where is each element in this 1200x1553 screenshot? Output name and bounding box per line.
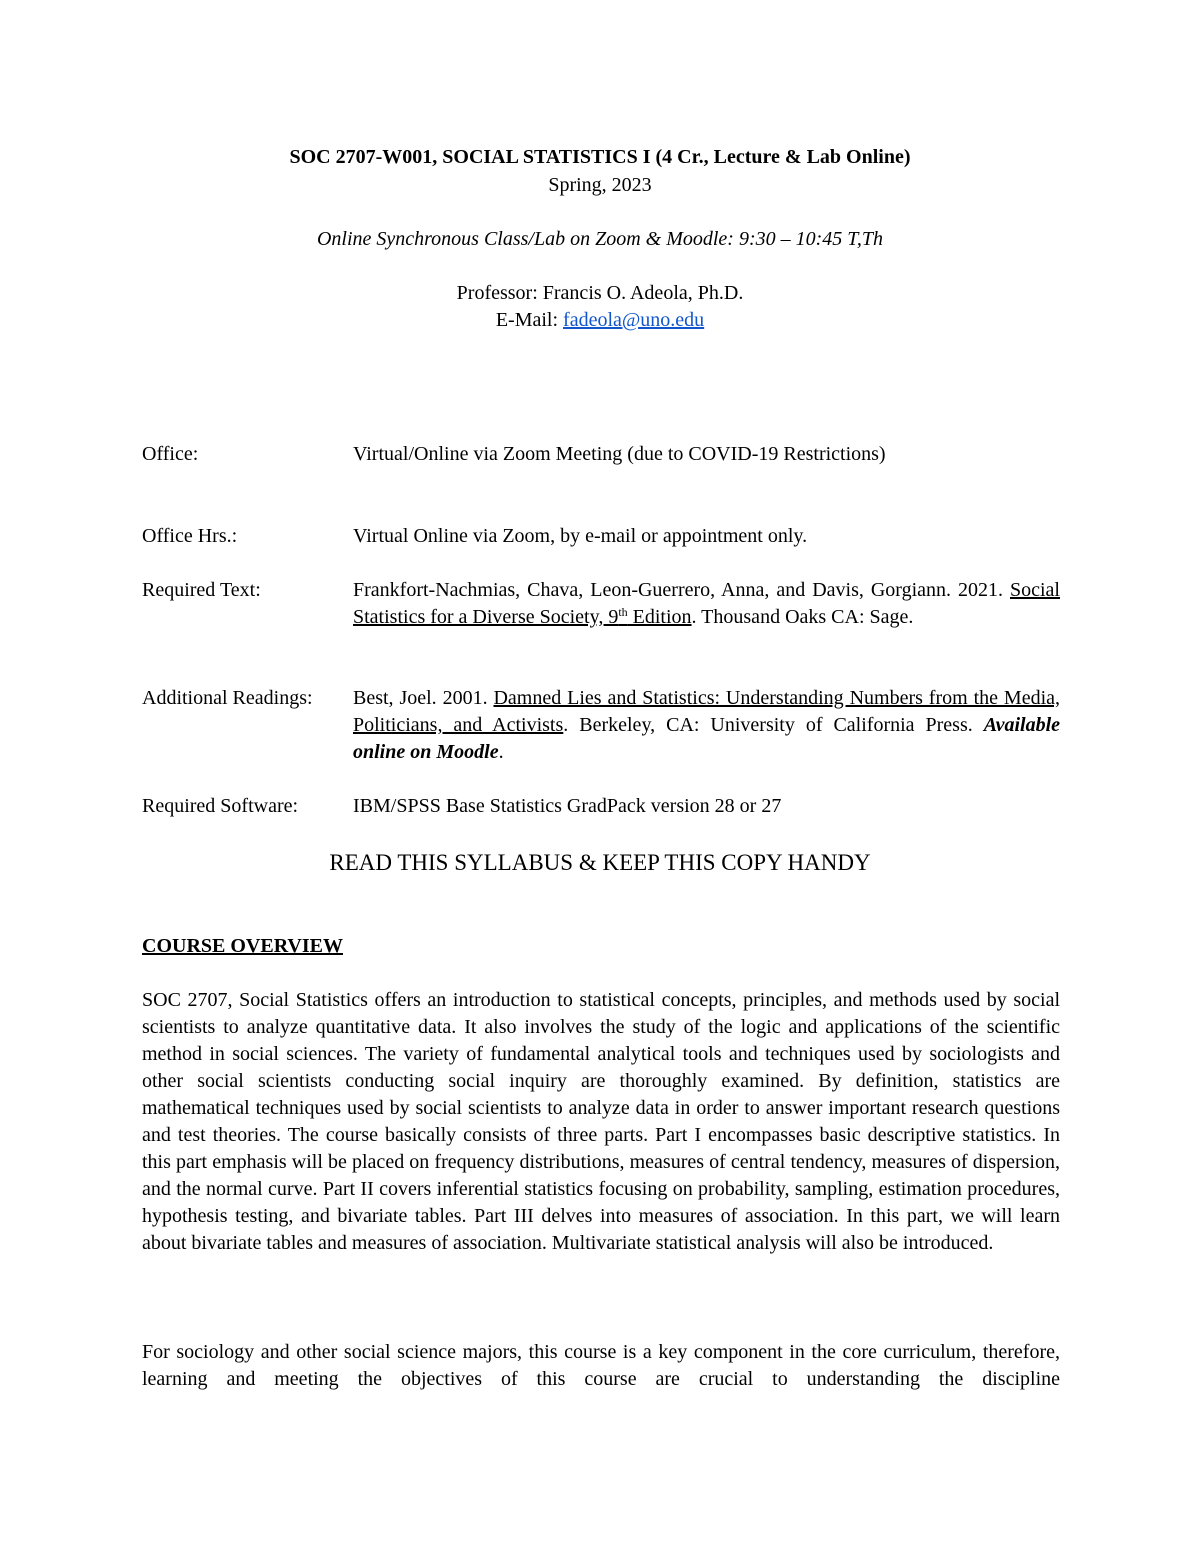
course-overview-heading: COURSE OVERVIEW — [142, 935, 343, 957]
class-schedule: Online Synchronous Class/Lab on Zoom & Moodle: 9:30 – 10:45 T,Th — [316, 228, 884, 250]
email-line — [0, 307, 1200, 334]
edition-superscript: th — [618, 605, 628, 619]
term: Spring, 2023 — [548, 174, 652, 196]
professor-name: Professor: Francis O. Adeola, Ph.D. — [456, 282, 744, 304]
additional-readings-authors: Best, Joel. 2001. — [353, 687, 494, 709]
read-syllabus-notice: READ THIS SYLLABUS & KEEP THIS COPY HANDY — [329, 850, 871, 875]
additional-readings-end: . — [498, 741, 504, 763]
email-link[interactable]: fadeola@uno.edu — [563, 309, 705, 331]
course-overview-paragraph-2: For sociology and other social science majors, this course is a key component in the core curriculum, therefore, learning and meeting the objectives of this course are crucial to understanding the discipline — [142, 1341, 1060, 1390]
additional-readings-book-title: Damned Lies and Statistics: Understanding Numbers from the Media, Politicians, and Activists — [353, 687, 1061, 736]
required-text-label: Required Text: — [142, 579, 261, 601]
required-text-publisher: . Thousand Oaks CA: Sage. — [691, 606, 914, 628]
office-hours-label: Office Hrs.: — [142, 525, 238, 547]
required-software-value: IBM/SPSS Base Statistics GradPack version 28 or 27 — [353, 795, 782, 817]
course-title — [0, 144, 1200, 171]
required-text-authors: Frankfort-Nachmias, Chava, Leon-Guerrero, Anna, and Davis, Gorgiann. 2021. — [353, 579, 1010, 601]
required-software-label: Required Software: — [142, 795, 299, 817]
additional-readings-label: Additional Readings: — [142, 687, 313, 709]
office-label: Office: — [142, 443, 199, 465]
email-label: E-Mail: — [495, 309, 564, 331]
course-overview-paragraph-1: SOC 2707, Social Statistics offers an introduction to statistical concepts, principles, and methods used by social scientists to analyze quantitative data. It also involves the study of the logic and applications of the scientific method in social sciences. The variety of fundamental analytical tools and techniques used by sociologists and other social scientists conducting social inquiry are thoroughly examined. By definition, statistics are mathematical techniques used by social scientists to analyze data in order to answer important research questions and test theories. The course basically consists of three parts. Part I encompasses basic descriptive statistics. In this part emphasis will be placed on frequency distributions, measures of central tendency, measures of dispersion, and the normal curve. Part II covers inferential statistics focusing on probability, sampling, estimation procedures, hypothesis testing, and bivariate tables. Part III delves into measures of association. In this part, we will learn about bivariate tables and measures of association. Multivariate statistical analysis will also be introduced. — [142, 989, 1060, 1254]
required-text-title-main: Social Statistics for a Diverse Society, 9 — [353, 579, 1060, 628]
office-value: Virtual/Online via Zoom Meeting (due to COVID-19 Restrictions) — [353, 443, 886, 465]
additional-readings-availability: Available online on Moodle — [353, 714, 1060, 763]
additional-readings-publisher: . Berkeley, CA: University of California Press. — [563, 714, 984, 736]
course-code: SOC — [289, 146, 331, 168]
required-text-edition: Edition — [627, 606, 692, 628]
additional-readings-value — [353, 685, 1060, 766]
office-hours-value: Virtual Online via Zoom, by e-mail or appointment only. — [353, 525, 808, 547]
required-text-value — [353, 577, 1060, 631]
course-title-text: 2707-W001, SOCIAL STATISTICS I (4 Cr., Lecture & Lab Online) — [330, 146, 911, 168]
